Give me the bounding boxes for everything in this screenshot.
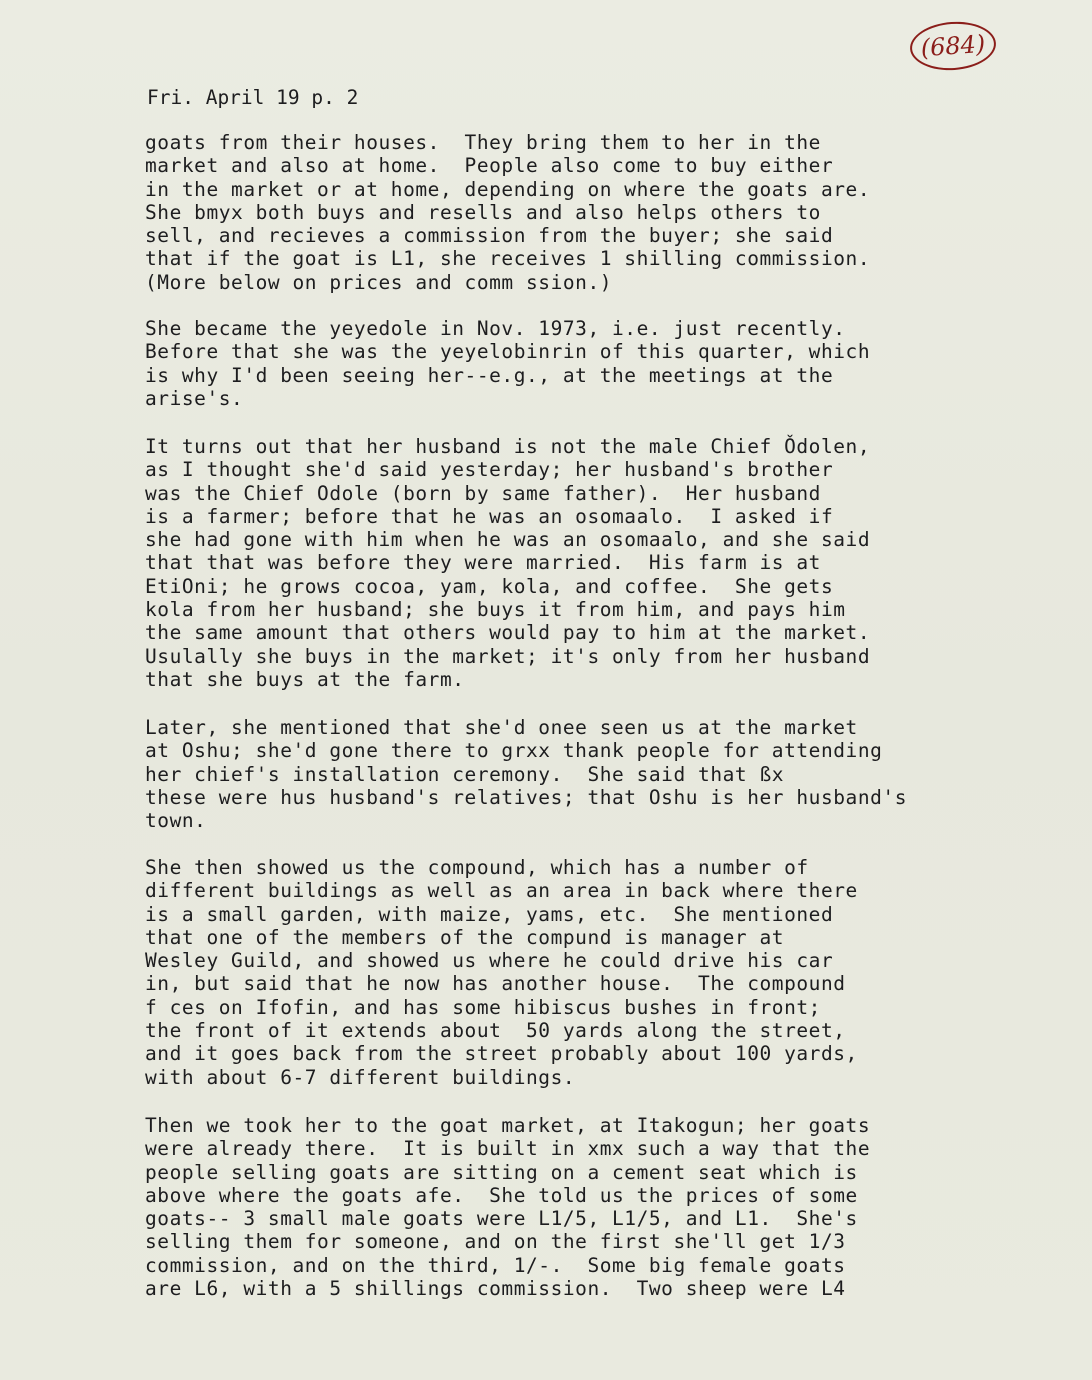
paragraph-oshu-market: Later, she mentioned that she'd onee seen us at the market at Oshu; she'd gone there to grxx thank people for attending her chief's installation ceremony. She said that ßx these were hus husband's relatives; that Oshu is her husband's town. [145,716,907,833]
handwritten-page-number: (684) [908,19,997,73]
paragraph-goat-trade: goats from their houses. They bring them to her in the market and also at home. People also come to buy either in the market or at home, depending on where the goats are. She bmyx both buys and resells and also helps others to sell, and recieves a commission from the buyer; she said that if the goat is L1, she receives 1 shilling commission. (More below on prices and comm ssion.) [145,131,871,294]
page-header: Fri. April 19 p. 2 [147,86,359,109]
paragraph-compound: She then showed us the compound, which has a number of different buildings as well as an area in back where there is a small garden, with maize, yams, etc. She mentioned that one of the members of the compund is manager at Wesley Guild, and showed us where he could drive his car in, but said that he now has another house. The compound f ces on Ifofin, and has some hibiscus bushes in front; the front of it extends about 50 yards along the street, and it goes back from the street probably about 100 yards, with about 6-7 different buildings. [145,856,858,1089]
paragraph-goat-market: Then we took her to the goat market, at Itakogun; her goats were already there. It is built in xmx such a way that the people selling goats are sitting on a cement seat which is above where the goats afe. She told us the prices of some goats-- 3 small male goats were L1/5, L1/5, and L1. She's selling them for someone, and on the first she'll get 1/3 commission, and on the third, 1/-. Some big female goats are L6, with a 5 shillings commission. Two sheep were L4 [145,1114,871,1301]
paragraph-husband: It turns out that her husband is not the male Chief Ǒdolen, as I thought she'd said yesterday; her husband's brother was the Chief Odole (born by same father). Her husband is a farmer; before that he was an osomaalo. I asked if she had gone with him when he was an osomaalo, and she said that that was before they were married. His farm is at EtiOni; he grows cocoa, yam, kola, and coffee. She gets kola from her husband; she buys it from him, and pays him the same amount that others would pay to him at the market. Usulally she buys in the market; it's only from her husband that she buys at the farm. [145,435,871,691]
paragraph-yeyedole: She became the yeyedole in Nov. 1973, i.e. just recently. Before that she was the yeyelobinrin of this quarter, which is why I'd been seeing her--e.g., at the meetings at the arise's. [145,317,871,410]
